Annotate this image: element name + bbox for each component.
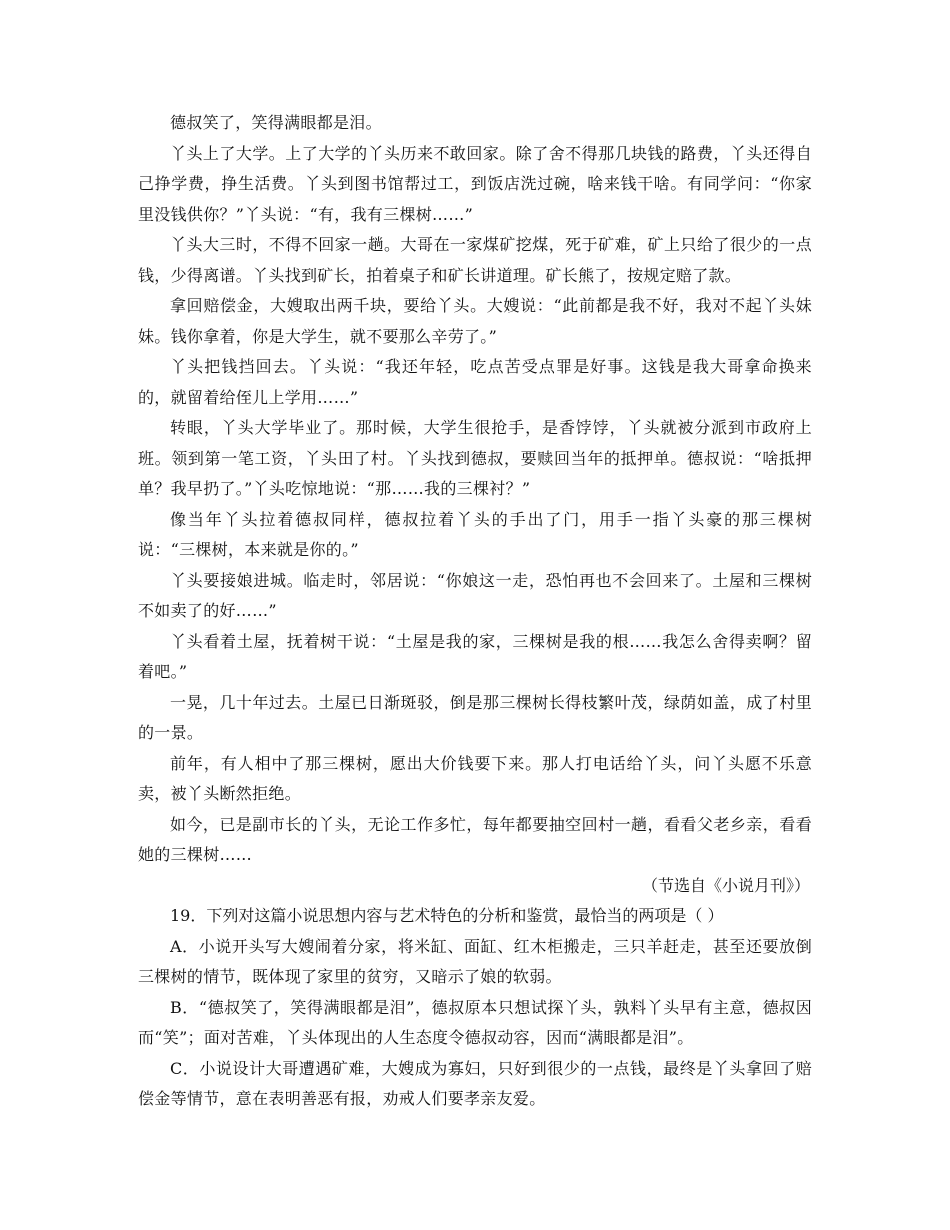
paragraph: 丫头要接娘进城。临走时，邻居说：“你娘这一走，恐怕再也不会回来了。土屋和三棵树不如卖了的好……” <box>138 570 812 620</box>
paragraph: 像当年丫头拉着德叔同样，德叔拉着丫头的手出了门，用手一指丫头豪的那三棵树说：“三棵树，本来就是你的。” <box>138 509 812 559</box>
source-citation: （节选自《小说月刊》） <box>641 875 810 895</box>
paragraph: 丫头把钱挡回去。丫头说：“我还年轻，吃点苦受点罪是好事。这钱是我大哥拿命换来的，就留着给侄儿上学用……” <box>138 357 812 407</box>
paragraph: 丫头大三时，不得不回家一趟。大哥在一家煤矿挖煤，死于矿难，矿上只给了很少的一点钱，少得离谱。丫头找到矿长，拍着桌子和矿长讲道理。矿长熊了，按规定赔了款。 <box>138 235 812 285</box>
paragraph: 德叔笑了，笑得满眼都是泪。 <box>170 113 382 132</box>
document-page <box>138 108 812 1115</box>
paragraph: 转眼，丫头大学毕业了。那时候，大学生很抢手，是香饽饽，丫头就被分派到市政府上班。领到第一笔工资，丫头田了村。丫头找到德叔，要赎回当年的抵押单。德叔说：“啥抵押单？我早扔了。”丫头吃惊地说：“那……我的三棵衬？” <box>138 418 812 498</box>
option-a: A．小说开头写大嫂闹着分家，将米缸、面缸、红木柜搬走，三只羊赶走，甚至还要放倒三棵树的情节，既体现了家里的贫穷，又暗示了娘的软弱。 <box>138 936 812 986</box>
option-b: B．“德叔笑了，笑得满眼都是泪”，德叔原本只想试探丫头，孰料丫头早有主意，德叔因而“笑”；面对苦难，丫头体现出的人生态度令德叔动容，因而“满眼都是泪”。 <box>138 997 812 1047</box>
paragraph: 丫头看着土屋，抚着树干说：“土屋是我的家，三棵树是我的根……我怎么舍得卖啊？留着吧。” <box>138 631 812 681</box>
paragraph: 如今，已是副市长的丫头，无论工作多忙，每年都要抽空回村一趟，看看父老乡亲，看看她的三棵树…… <box>138 814 812 864</box>
option-c: C．小说设计大哥遭遇矿难，大嫂成为寡妇，只好到很少的一点钱，最终是丫头拿回了赔偿金等情节，意在表明善恶有报，劝戒人们要孝亲友爱。 <box>138 1058 812 1108</box>
paragraph: 一晃，几十年过去。土屋已日渐斑驳，倒是那三棵树长得枝繁叶茂，绿荫如盖，成了村里的一景。 <box>138 692 812 742</box>
paragraph: 拿回赔偿金，大嫂取出两千块，要给丫头。大嫂说：“此前都是我不好，我对不起丫头妹妹。钱你拿着，你是大学生，就不要那么辛劳了。” <box>138 296 812 346</box>
question-stem: 19．下列对这篇小说思想内容与艺术特色的分析和鉴赏，最恰当的两项是（ ） <box>170 906 724 925</box>
paragraph: 丫头上了大学。上了大学的丫头历来不敢回家。除了舍不得那几块钱的路费，丫头还得自己挣学费，挣生活费。丫头到图书馆帮过工，到饭店洗过碗，啥来钱干啥。有同学问：“你家里没钱供你？”丫头说：“有，我有三棵树……” <box>138 143 812 224</box>
paragraph: 前年，有人相中了那三棵树，愿出大价钱要下来。那人打电话给丫头，问丫头愿不乐意卖，被丫头断然拒绝。 <box>138 753 812 803</box>
